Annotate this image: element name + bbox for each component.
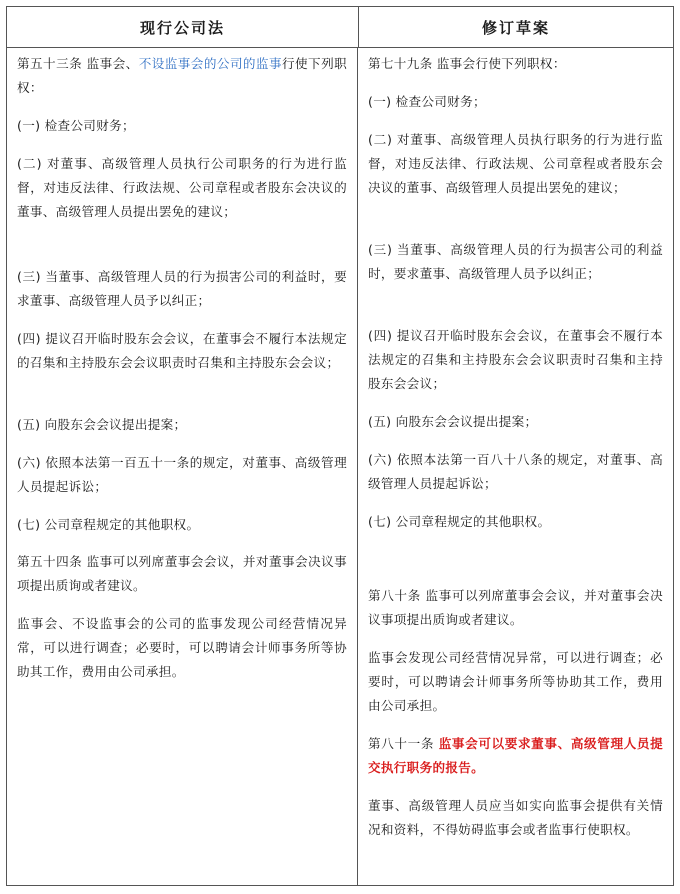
table-header [7, 7, 673, 48]
header-current-law: 现行公司法 [7, 7, 359, 47]
article-80: 第八十条 监事可以列席董事会会议，并对董事会决议事项提出质询或者建议。 [368, 588, 663, 627]
article-81 [358, 732, 673, 780]
table-body [7, 48, 673, 885]
article-53-prefix: 第五十三条 监事会、 [17, 56, 139, 71]
left-supervision-paragraph: 监事会、不设监事会的公司的监事发现公司经营情况异常，可以进行调查；必要时，可以聘请会计师事务所等协助其工作，费用由公司承担。 [17, 616, 347, 679]
right-item-1: (一) 检查公司财务； [368, 94, 486, 109]
article-53-suffix: 行使下列职权： [17, 56, 347, 95]
current-law-column [7, 48, 358, 885]
right-item-3: (三) 当董事、高级管理人员的行为损害公司的利益时，要求董事、高级管理人员予以纠正； [368, 242, 663, 281]
left-item-1: (一) 检查公司财务； [17, 118, 135, 133]
right-item-7: (七) 公司章程规定的其他职权。 [368, 514, 551, 529]
article-79-heading: 第七十九条 监事会行使下列职权： [368, 56, 566, 71]
article-81-highlight: 监事会可以要求董事、高级管理人员提交执行职务的报告。 [368, 736, 663, 775]
right-supervision-paragraph: 监事会发现公司经营情况异常，可以进行调查；必要时，可以聘请会计师事务所等协助其工作，费用由公司承担。 [368, 650, 663, 713]
comparison-table [6, 6, 674, 886]
article-54: 第五十四条 监事可以列席董事会会议，并对董事会决议事项提出质询或者建议。 [17, 554, 347, 593]
right-item-6: (六) 依照本法第一百八十八条的规定，对董事、高级管理人员提起诉讼； [368, 452, 663, 491]
left-item-3: (三) 当董事、高级管理人员的行为损害公司的利益时，要求董事、高级管理人员予以纠正； [17, 269, 347, 308]
left-item-6: (六) 依照本法第一百五十一条的规定，对董事、高级管理人员提起诉讼； [17, 455, 347, 494]
draft-revision-column [358, 48, 673, 885]
right-item-2: (二) 对董事、高级管理人员执行职务的行为进行监督，对违反法律、行政法规、公司章程或者股东会决议的董事、高级管理人员提出罢免的建议； [368, 132, 663, 195]
article-81-prefix: 第八十一条 [368, 736, 439, 751]
article-53-highlight: 不设监事会的公司的监事 [138, 56, 282, 71]
left-item-7: (七) 公司章程规定的其他职权。 [17, 517, 200, 532]
left-item-2: (二) 对董事、高级管理人员执行公司职务的行为进行监督，对违反法律、行政法规、公司章程或者股东会决议的董事、高级管理人员提出罢免的建议； [17, 156, 347, 219]
right-item-5: (五) 向股东会会议提出提案； [368, 414, 538, 429]
article-53-heading [7, 52, 357, 100]
left-item-5: (五) 向股东会会议提出提案； [17, 417, 187, 432]
right-last-paragraph: 董事、高级管理人员应当如实向监事会提供有关情况和资料，不得妨碍监事会或者监事行使职权。 [368, 798, 663, 837]
header-draft-revision: 修订草案 [481, 18, 550, 37]
right-item-4: (四) 提议召开临时股东会会议，在董事会不履行本法规定的召集和主持股东会会议职责时召集和主持股东会会议； [368, 328, 663, 391]
left-item-4: (四) 提议召开临时股东会会议，在董事会不履行本法规定的召集和主持股东会会议职责时召集和主持股东会会议； [17, 331, 347, 370]
